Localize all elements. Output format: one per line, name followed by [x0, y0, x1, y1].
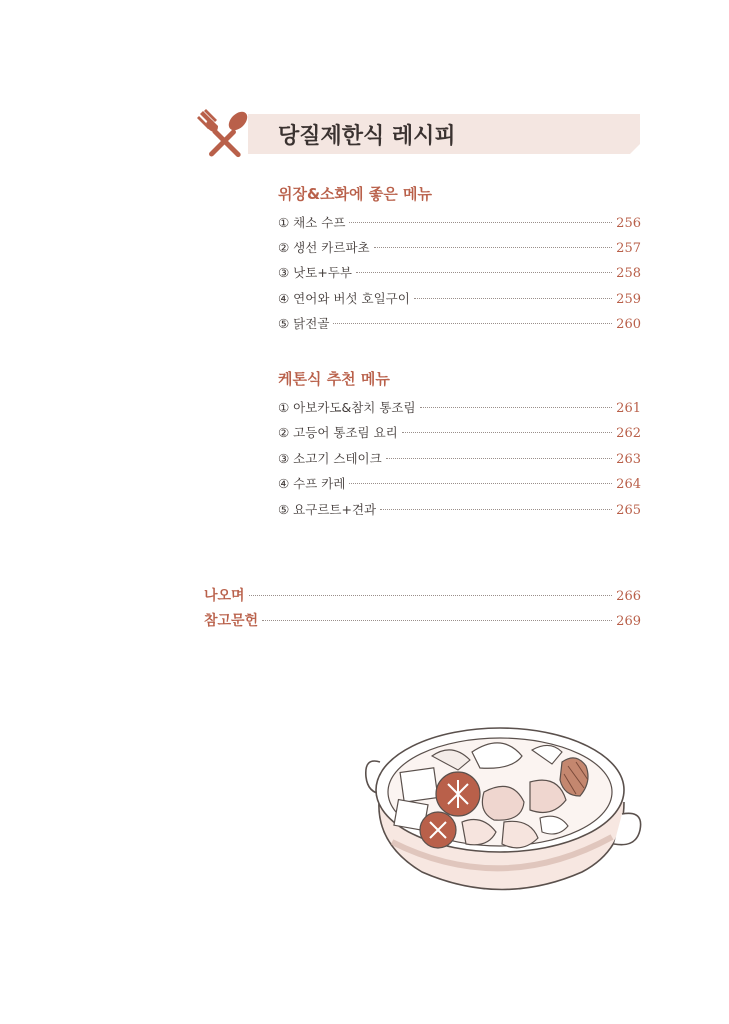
toc-item[interactable]: [278, 314, 641, 332]
toc-page-number: 257: [616, 241, 641, 256]
toc-page-number: 261: [616, 401, 641, 416]
leader-dots: [356, 272, 612, 273]
leader-dots: [349, 222, 612, 223]
page-title: 당질제한식 레시피: [278, 124, 456, 149]
fork-spoon-icon: [194, 108, 254, 160]
toc-item-label: ⑤ 요구르트+견과: [278, 502, 377, 517]
toc-page-number: 269: [616, 614, 641, 629]
toc-item[interactable]: [278, 474, 641, 492]
toc-item[interactable]: [278, 213, 641, 231]
leader-dots: [262, 620, 612, 621]
toc-page-number: 259: [616, 292, 641, 307]
toc-item[interactable]: [278, 449, 641, 467]
toc-item[interactable]: [278, 500, 641, 518]
toc-page-number: 264: [616, 477, 641, 492]
toc-item[interactable]: [278, 398, 641, 416]
leader-dots: [414, 298, 612, 299]
toc-item-label: ④ 수프 카레: [278, 476, 346, 491]
leader-dots: [380, 509, 612, 510]
toc-item-references[interactable]: [204, 610, 641, 630]
toc-item-label: ⑤ 닭전골: [278, 316, 330, 331]
section-title-digestion: 위장&소화에 좋은 메뉴: [278, 185, 432, 203]
toc-item-label: ② 고등어 통조림 요리: [278, 425, 398, 440]
leader-dots: [333, 323, 612, 324]
toc-item[interactable]: [278, 423, 641, 441]
leader-dots: [349, 483, 612, 484]
toc-item-label: 참고문헌: [204, 613, 259, 629]
leader-dots: [420, 407, 613, 408]
leader-dots: [249, 595, 613, 596]
toc-page-number: 258: [616, 266, 641, 281]
toc-item-label: ② 생선 카르파초: [278, 240, 370, 255]
toc-page-number: 263: [616, 452, 641, 467]
toc-item-label: ③ 소고기 스테이크: [278, 451, 382, 466]
toc-item[interactable]: [278, 263, 641, 281]
section-title-keto: 케톤식 추천 메뉴: [278, 370, 390, 388]
toc-page-number: 265: [616, 503, 641, 518]
toc-page-number: 256: [616, 216, 641, 231]
hot-pot-illustration: [362, 722, 644, 900]
toc-item-label: ③ 낫토+두부: [278, 265, 352, 280]
leader-dots: [386, 458, 612, 459]
toc-page-number: 262: [616, 426, 641, 441]
leader-dots: [374, 247, 613, 248]
toc-page-number: 260: [616, 317, 641, 332]
leader-dots: [402, 432, 612, 433]
toc-item-label: 나오며: [204, 588, 245, 604]
toc-item-label: ① 아보카도&참치 통조림: [278, 400, 416, 415]
toc-item[interactable]: [278, 289, 641, 307]
toc-item[interactable]: [278, 238, 641, 256]
toc-item-epilogue[interactable]: [204, 585, 641, 605]
toc-item-label: ① 채소 수프: [278, 215, 346, 230]
toc-page-number: 266: [616, 589, 641, 604]
toc-item-label: ④ 연어와 버섯 호일구이: [278, 291, 410, 306]
